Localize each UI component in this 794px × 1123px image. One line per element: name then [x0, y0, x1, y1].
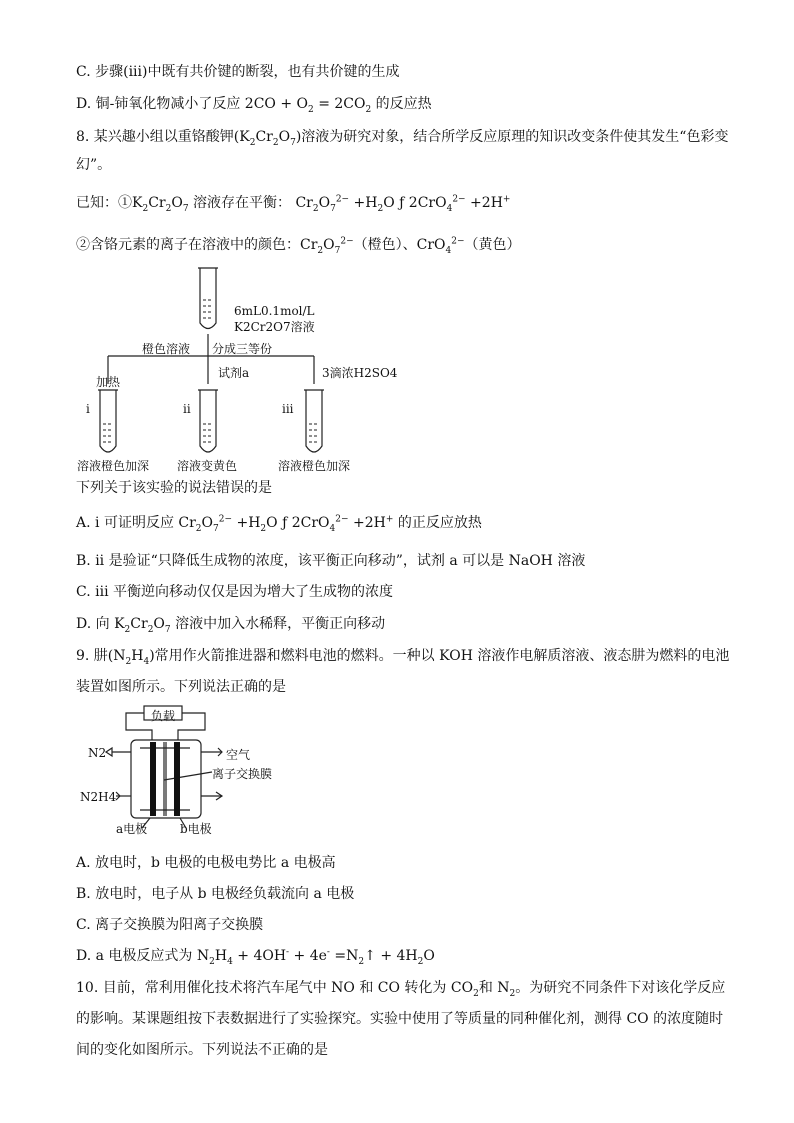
- top-tube-label-2: K2Cr2O7溶液: [234, 320, 315, 334]
- option-a: A. i 可证明反应 $Cr_2O_7^{2-} +H_2O$ ƒ 2CrO$_4^{2-}$ +2H+ 的正反应放热: [76, 514, 482, 534]
- label-reagent: 试剂a: [218, 366, 250, 380]
- air-label: 空气: [226, 748, 251, 762]
- question-10-stem: 10. 目前，常利用催化技术将汽车尾气中 NO 和 CO 转化为 $CO_2$和 $N_2$。为研究不同条件下对该化学反应: [76, 980, 726, 999]
- option-c: C. iii 平衡逆向移动仅仅是因为增大了生成物的浓度: [76, 584, 393, 600]
- q9-option-d: D. a 电极反应式为 $N_2H_4 + 4OH^- + 4e^-$ $=N_2↑ + 4H_2O$: [76, 947, 435, 967]
- q9-option-c: C. 离子交换膜为阳离子交换膜: [76, 917, 264, 933]
- result-iii: 溶液橙色加深: [278, 459, 351, 473]
- question-8-stem-cont: 幻”。: [76, 157, 112, 173]
- result-i: 溶液橙色加深: [77, 459, 150, 473]
- question-10-stem-cont-1: 的影响。某课题组按下表数据进行了实验探究。实验中使用了等质量的同种催化剂，测得 CO 的浓度随时: [76, 1011, 724, 1027]
- n2h4-label: N2H4: [80, 790, 117, 804]
- option-b: B. ii 是验证“只降低生成物的浓度，该平衡正向移动”，试剂 a 可以是 NaOH 溶液: [76, 553, 586, 569]
- result-ii: 溶液变黄色: [177, 459, 238, 473]
- known-1: 已知：$①K_2Cr_2O_7$ 溶液存在平衡： $Cr_2O_7^{2-} +H_2O$ ƒ 2CrO$_4^{2-}$ +2H+: [76, 194, 511, 214]
- electrode-b-label: b电极: [180, 822, 212, 836]
- known-2: ②含铬元素的离子在溶液中的颜色：$Cr_2O_7^{2-}$（橙色）、CrO$_4^{2-}$（黄色）: [76, 236, 521, 256]
- top-tube-label-1: 6mL0.1mol/L: [234, 304, 315, 318]
- label-heat: 加热: [96, 375, 121, 389]
- q9-option-a: A. 放电时，b 电极的电极电势比 a 电极高: [76, 855, 336, 871]
- membrane-label: 离子交换膜: [212, 767, 273, 781]
- branch-label-left: 橙色溶液: [142, 342, 191, 356]
- branch-label-split: 分成三等份: [212, 342, 273, 356]
- tube-i-label: i: [86, 402, 90, 416]
- question-8-ask: 下列关于该实验的说法错误的是: [76, 480, 272, 496]
- tube-ii-label: ii: [183, 402, 191, 416]
- electrode-a-label: a电极: [116, 822, 148, 836]
- question-10-stem-cont-2: 间的变化如图所示。下列说法不正确的是: [76, 1042, 328, 1058]
- question-9-stem: 9. 肼$(N_2H_4)$常用作火箭推进器和燃料电池的燃料。一种以 KOH 溶液作电解质溶液、液态肼为燃料的电池: [76, 648, 730, 667]
- question-8-stem: 8. 某兴趣小组以重铬酸钾$(K_2Cr_2O_7)$溶液为研究对象，结合所学反应原理的知识改变条件使其发生“色彩变: [76, 129, 729, 148]
- option-c-prev: C. 步骤(iii)中既有共价键的断裂，也有共价键的生成: [76, 64, 400, 80]
- option-d: D. 向 $K_2Cr_2O_7$ 溶液中加入水稀释，平衡正向移动: [76, 616, 386, 635]
- q9-option-b: B. 放电时，电子从 b 电极经负载流向 a 电极: [76, 886, 355, 902]
- tube-iii-label: iii: [282, 402, 294, 416]
- option-d-prev: D. 铜-铈氧化物减小了反应 $2CO + O_2 = 2CO_2$ 的反应热: [76, 96, 432, 115]
- n2-label: N2: [88, 746, 107, 760]
- question-9-stem-cont: 装置如图所示。下列说法正确的是: [76, 679, 286, 695]
- label-acid: 3滴浓H2SO4: [322, 366, 398, 380]
- load-label: 负载: [151, 709, 176, 723]
